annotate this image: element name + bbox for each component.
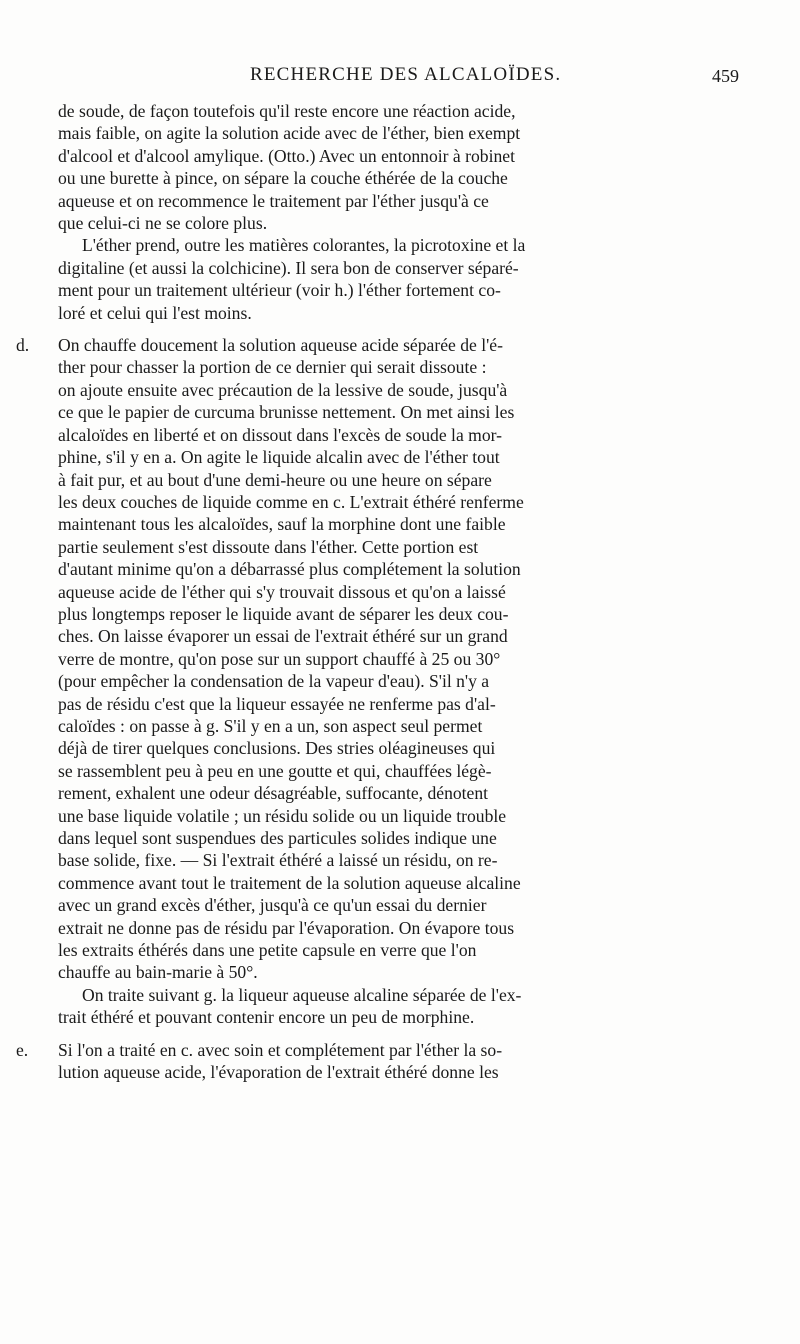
- text-line: loré et celui qui l'est moins.: [58, 302, 252, 323]
- text-line: ther pour chasser la portion de ce dernier qui serait dissoute :: [58, 357, 487, 378]
- text-line: dans lequel sont suspendues des particules solides indique une: [58, 828, 497, 848]
- text-line: à fait pur, et au bout d'une demi-heure ou une heure on sépare: [58, 469, 492, 490]
- text-line: alcaloïdes en liberté et on dissout dans l'excès de soude la mor-: [58, 424, 502, 445]
- text-line: phine, s'il y en a. On agite le liquide alcalin avec de l'éther tout: [58, 447, 500, 468]
- text-line: de soude, de façon toutefois qu'il reste encore une réaction acide,: [58, 101, 516, 121]
- text-line: d'autant minime qu'on a débarrassé plus complétement la solution: [58, 559, 521, 580]
- text-line: trait éthéré et pouvant contenir encore un peu de morphine.: [58, 1007, 475, 1028]
- section-e: [16, 1039, 766, 1084]
- section-d: [16, 334, 766, 984]
- text-line: chauffe au bain-marie à 50°.: [58, 962, 258, 983]
- text-line: On traite suivant g. la liqueur aqueuse alcaline séparée de l'ex-: [82, 984, 522, 1005]
- text-line: L'éther prend, outre les matières colorantes, la picrotoxine et la: [82, 235, 526, 256]
- paragraph-d-continued: [58, 984, 766, 1029]
- text-line: les deux couches de liquide comme en c. L'extrait éthéré renferme: [58, 491, 524, 512]
- text-line: avec un grand excès d'éther, jusqu'à ce qu'un essai du dernier: [58, 895, 487, 916]
- page-header: [0, 56, 800, 92]
- page-number: 459: [712, 66, 739, 86]
- text-line: ches. On laisse évaporer un essai de l'extrait éthéré sur un grand: [58, 626, 508, 647]
- text-line: ment pour un traitement ultérieur (voir h.) l'éther fortement co-: [58, 280, 501, 301]
- text-line: aqueuse acide de l'éther qui s'y trouvait dissous et qu'on a laissé: [58, 581, 506, 602]
- text-line: pas de résidu c'est que la liqueur essayée ne renferme pas d'al-: [58, 693, 496, 714]
- text-line: commence avant tout le traitement de la solution aqueuse alcaline: [58, 872, 521, 893]
- text-line: se rassemblent peu à peu en une goutte et qui, chauffées légè-: [58, 760, 492, 781]
- text-line: lution aqueuse acide, l'évaporation de l'extrait éthéré donne les: [58, 1062, 499, 1083]
- text-line: aqueuse et on recommence le traitement par l'éther jusqu'à ce: [58, 190, 489, 211]
- text-line: d'alcool et d'alcool amylique. (Otto.) Avec un entonnoir à robinet: [58, 145, 515, 166]
- text-line: on ajoute ensuite avec précaution de la lessive de soude, jusqu'à: [58, 379, 508, 400]
- text-line: que celui-ci ne se colore plus.: [58, 213, 268, 234]
- text-line: extrait ne donne pas de résidu par l'évaporation. On évapore tous: [58, 917, 515, 938]
- text-line: digitaline (et aussi la colchicine). Il sera bon de conserver séparé-: [58, 257, 519, 278]
- text-line: ou une burette à pince, on sépare la couche éthérée de la couche: [58, 168, 508, 189]
- section-label-e: e.: [16, 1039, 29, 1060]
- body-text: [16, 100, 766, 1083]
- text-line: ce que le papier de curcuma brunisse nettement. On met ainsi les: [58, 402, 515, 423]
- text-line: déjà de tirer quelques conclusions. Des stries oléagineuses qui: [58, 738, 496, 759]
- text-line: base solide, fixe. — Si l'extrait éthéré a laissé un résidu, on re-: [58, 850, 498, 871]
- text-line: mais faible, on agite la solution acide avec de l'éther, bien exempt: [58, 123, 521, 144]
- text-line: les extraits éthérés dans une petite capsule en verre que l'on: [58, 940, 477, 961]
- running-head: RECHERCHE DES ALCALOÏDES.: [250, 64, 562, 85]
- text-line: partie seulement s'est dissoute dans l'éther. Cette portion est: [58, 536, 479, 557]
- text-line: Si l'on a traité en c. avec soin et complétement par l'éther la so-: [58, 1039, 503, 1060]
- text-line: rement, exhalent une odeur désagréable, suffocante, dénotent: [58, 783, 489, 804]
- text-line: une base liquide volatile ; un résidu solide ou un liquide trouble: [58, 805, 507, 826]
- text-line: On chauffe doucement la solution aqueuse acide séparée de l'é-: [58, 335, 503, 356]
- text-line: maintenant tous les alcaloïdes, sauf la morphine dont une faible: [58, 514, 506, 535]
- paragraph-1: [58, 100, 766, 234]
- text-line: verre de montre, qu'on pose sur un support chauffé à 25 ou 30°: [58, 648, 501, 669]
- text-line: caloïdes : on passe à g. S'il y en a un, son aspect seul permet: [58, 715, 483, 736]
- paragraph-2: [58, 234, 766, 324]
- section-label-d: d.: [16, 335, 30, 356]
- text-line: plus longtemps reposer le liquide avant de séparer les deux cou-: [58, 603, 509, 624]
- text-line: (pour empêcher la condensation de la vapeur d'eau). S'il n'y a: [58, 671, 490, 692]
